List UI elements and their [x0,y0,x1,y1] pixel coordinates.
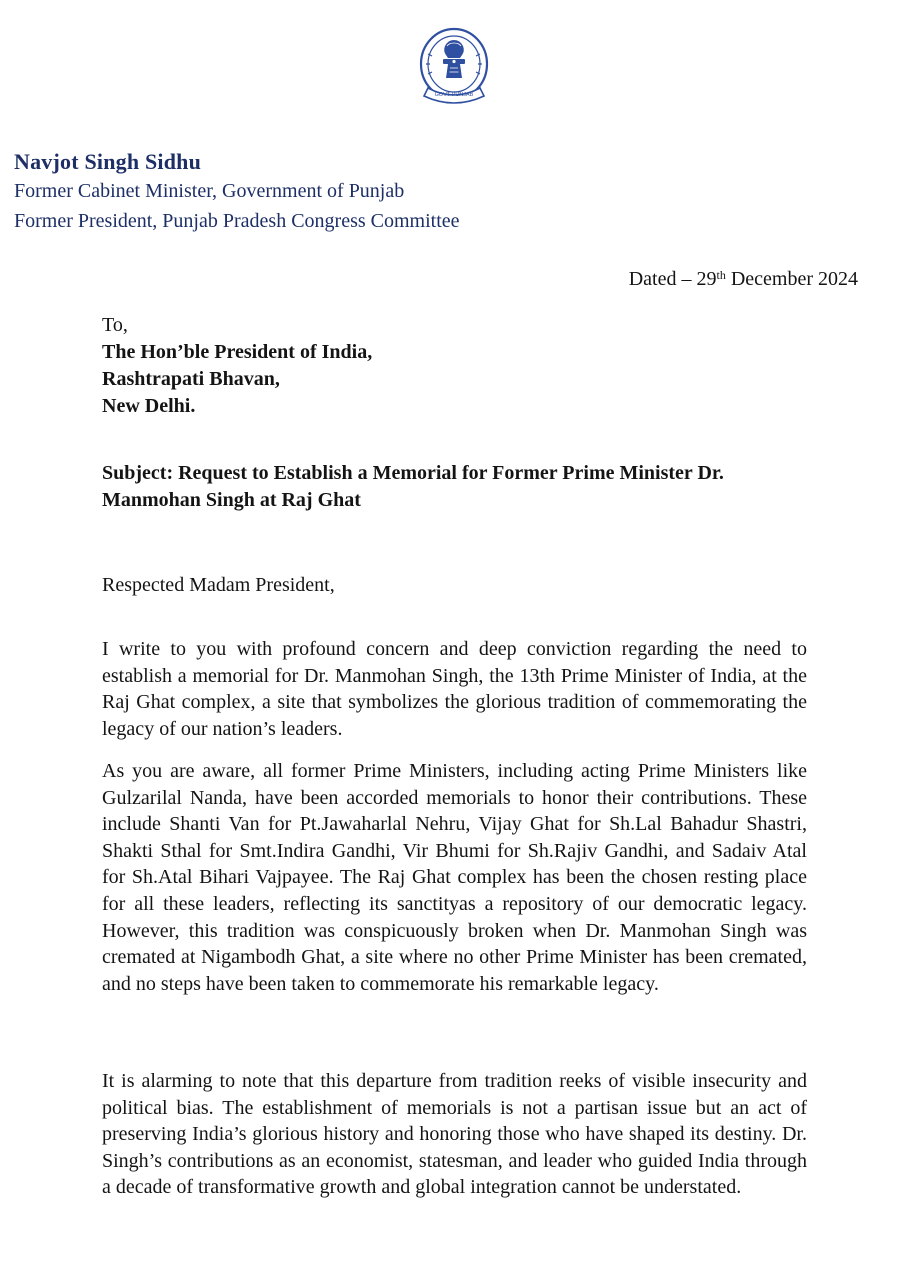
letterhead [14,148,460,236]
letter-date [629,266,858,292]
salutation: Respected Madam President, [102,574,335,596]
body-paragraph-1: I write to you with profound concern and deep conviction regarding the need to establish a memorial for Dr. Manmohan Singh, the 13th Prime Minister of India, at the Raj Ghat complex, a site that symbolizes the glorious tradition of commemorating the legacy of our nation’s leaders. [102,638,807,740]
sender-name: Navjot Singh Sidhu [14,149,202,174]
body-paragraph-3: It is alarming to note that this departure from tradition reeks of visible insecurity and political bias. The establishment of memorials is not a partisan issue but an act of preserving India’s glorious history and honoring those who have shaped its destiny. Dr. Singh’s contributions as an economist, statesman, and leader who guided India through a decade of transformative growth and global integration cannot be understated. [102,1070,807,1199]
recipient-address [102,312,372,420]
recipient-line-3: New Delhi. [102,395,196,417]
recipient-line-2: Rashtrapati Bhavan, [102,368,280,390]
date-suffix: December 2024 [725,268,858,290]
sender-title-2: Former President, Punjab Pradesh Congress Committee [14,210,460,232]
body-paragraph-2: As you are aware, all former Prime Ministers, including acting Prime Ministers like Gulzarilal Nanda, have been accorded memorials to honor their contributions. These include Shanti Van for Pt.Jawaharlal Nehru, Vijay Ghat for Sh.Lal Bahadur Shastri, Shakti Sthal for Smt.Indira Gandhi, Vir Bhumi for Sh.Rajiv Gandhi, and Sadaiv Atal for Sh.Atal Bihari Vajpayee. The Raj Ghat complex has been the chosen resting place for all these leaders, reflecting its sanctityas a repository of our democratic legacy. However, this tradition was conspicuously broken when Dr. Manmohan Singh was cremated at Nigambodh Ghat, a site where no other Prime Minister has been cremated, and no steps have been taken to commemorate his remarkable legacy. [102,760,807,995]
emblem-ribbon-text: GOVT PUNJAB [434,92,474,98]
recipient-to: To, [102,314,128,336]
date-ordinal: th [716,268,726,282]
state-emblem-icon [414,22,494,112]
letter-subject: Subject: Request to Establish a Memorial for Former Prime Minister Dr. Manmohan Singh at Raj Ghat [102,462,724,511]
recipient-line-1: The Hon’ble President of India, [102,341,373,363]
date-prefix: Dated – 29 [628,268,717,290]
sender-title-1: Former Cabinet Minister, Government of Punjab [14,180,405,202]
